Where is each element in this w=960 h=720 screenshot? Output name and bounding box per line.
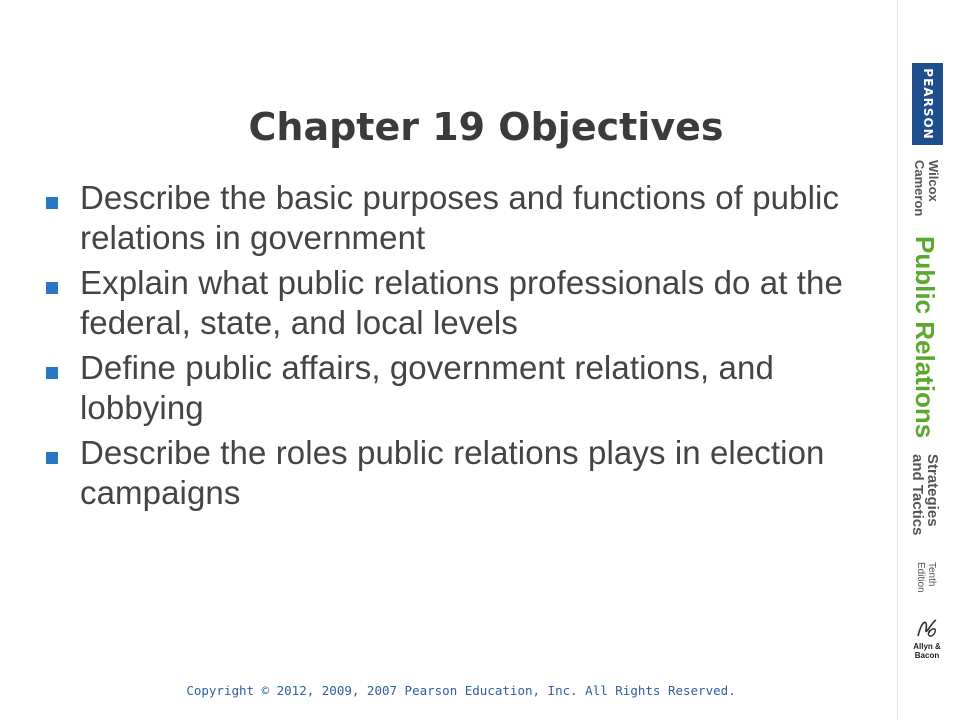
square-bullet-icon bbox=[46, 197, 58, 209]
imprint-line: Allyn & bbox=[913, 642, 941, 651]
bullet-text: Explain what public relations professionals do at the federal, state, and local levels bbox=[80, 264, 843, 341]
bullet-text: Define public affairs, government relations, and lobbying bbox=[80, 349, 774, 426]
bullet-text: Describe the basic purposes and functions of public relations in government bbox=[80, 179, 840, 256]
book-authors bbox=[912, 160, 940, 216]
square-bullet-icon bbox=[46, 367, 58, 379]
pearson-logo-text: PEARSON bbox=[920, 68, 935, 140]
book-subtitle bbox=[910, 454, 940, 535]
imprint-name bbox=[904, 642, 950, 660]
copyright-footer: Copyright © 2012, 2009, 2007 Pearson Education, Inc. All Rights Reserved. bbox=[186, 683, 736, 698]
edition-line: Tenth bbox=[926, 562, 937, 587]
square-bullet-icon bbox=[46, 282, 58, 294]
edition-line: Edition bbox=[915, 562, 926, 593]
objectives-list bbox=[46, 178, 891, 518]
book-edition bbox=[915, 562, 937, 593]
author-cameron: Cameron bbox=[912, 160, 927, 217]
list-item bbox=[46, 433, 891, 513]
list-item bbox=[46, 348, 891, 428]
slide-title: Chapter 19 Objectives bbox=[248, 105, 724, 149]
list-item bbox=[46, 263, 891, 343]
pearson-logo bbox=[912, 63, 943, 145]
book-title: Public Relations bbox=[910, 236, 940, 439]
list-item bbox=[46, 178, 891, 258]
subtitle-line: Strategies bbox=[924, 454, 941, 527]
bullet-text: Describe the roles public relations plays in election campaigns bbox=[80, 434, 825, 511]
subtitle-line: and Tactics bbox=[909, 454, 926, 536]
square-bullet-icon bbox=[46, 452, 58, 464]
imprint-line: Bacon bbox=[914, 651, 940, 660]
author-wilcox: Wilcox bbox=[926, 160, 941, 202]
allyn-bacon-logo-icon bbox=[914, 616, 940, 640]
